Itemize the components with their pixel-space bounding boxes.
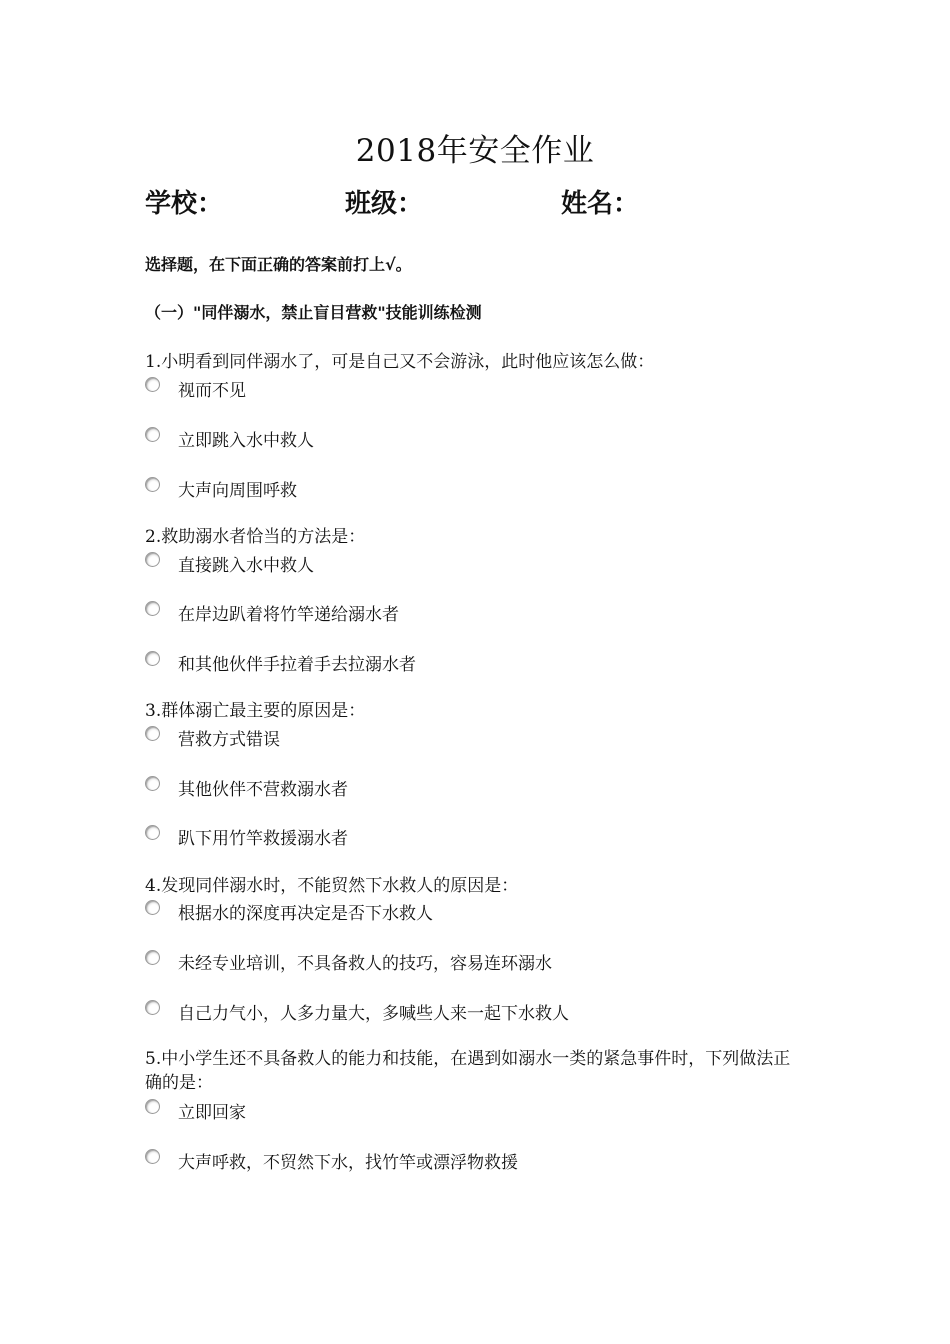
student-info-row <box>0 182 950 226</box>
question-2-option-2[interactable] <box>145 601 845 631</box>
question-4-option-3[interactable] <box>145 1000 845 1030</box>
radio-button[interactable] <box>145 825 160 840</box>
radio-button[interactable] <box>145 601 160 616</box>
option-label: 直接跳入水中救人 <box>178 556 314 576</box>
option-label: 立即跳入水中救人 <box>178 431 314 451</box>
question-4-option-1[interactable] <box>145 900 845 930</box>
question-5-option-2[interactable] <box>145 1149 845 1179</box>
question-3-option-1[interactable] <box>145 726 845 756</box>
radio-button[interactable] <box>145 726 160 741</box>
radio-button[interactable] <box>145 950 160 965</box>
radio-button[interactable] <box>145 427 160 442</box>
radio-button[interactable] <box>145 1099 160 1114</box>
radio-button[interactable] <box>145 776 160 791</box>
question-1-option-2[interactable] <box>145 427 845 457</box>
option-label: 根据水的深度再决定是否下水救人 <box>178 904 433 924</box>
option-label: 和其他伙伴手拉着手去拉溺水者 <box>178 655 416 675</box>
name-label: 姓名： <box>561 189 640 219</box>
option-label: 自己力气小，人多力量大，多喊些人来一起下水救人 <box>178 1004 569 1024</box>
question-1-option-1[interactable] <box>145 377 845 407</box>
question-3-option-3[interactable] <box>145 825 845 855</box>
question-3-text: 3.群体溺亡最主要的原因是： <box>145 701 366 721</box>
radio-button[interactable] <box>145 1149 160 1164</box>
page-title: 2018年安全作业 <box>355 133 595 169</box>
radio-button[interactable] <box>145 651 160 666</box>
radio-button[interactable] <box>145 900 160 915</box>
radio-button[interactable] <box>145 377 160 392</box>
option-label: 在岸边趴着将竹竿递给溺水者 <box>178 605 399 625</box>
class-label: 班级： <box>345 189 424 219</box>
question-3-option-2[interactable] <box>145 776 845 806</box>
question-1-text: 1.小明看到同伴溺水了，可是自己又不会游泳，此时他应该怎么做： <box>145 352 655 372</box>
option-label: 未经专业培训，不具备救人的技巧，容易连环溺水 <box>178 954 552 974</box>
radio-button[interactable] <box>145 1000 160 1015</box>
option-label: 大声向周围呼救 <box>178 481 297 501</box>
question-2-option-3[interactable] <box>145 651 845 681</box>
question-5-text: 5.中小学生还不具备救人的能力和技能，在遇到如溺水一类的紧急事件时，下列做法正确的是： <box>145 1049 791 1093</box>
option-label: 其他伙伴不营救溺水者 <box>178 780 348 800</box>
option-label: 立即回家 <box>178 1103 246 1123</box>
question-4-option-2[interactable] <box>145 950 845 980</box>
question-4-text: 4.发现同伴溺水时，不能贸然下水救人的原因是： <box>145 876 519 896</box>
section-heading: （一）"同伴溺水，禁止盲目营救"技能训练检测 <box>145 303 482 322</box>
radio-button[interactable] <box>145 552 160 567</box>
question-1-option-3[interactable] <box>145 477 845 507</box>
option-label: 趴下用竹竿救援溺水者 <box>178 829 348 849</box>
option-label: 视而不见 <box>178 381 246 401</box>
question-2-text: 2.救助溺水者恰当的方法是： <box>145 527 366 547</box>
question-5-option-1[interactable] <box>145 1099 845 1129</box>
option-label: 营救方式错误 <box>178 730 280 750</box>
radio-button[interactable] <box>145 477 160 492</box>
instruction-text: 选择题，在下面正确的答案前打上√。 <box>145 255 412 274</box>
question-2-option-1[interactable] <box>145 552 845 582</box>
option-label: 大声呼救，不贸然下水，找竹竿或漂浮物救援 <box>178 1153 518 1173</box>
school-label: 学校： <box>145 189 224 219</box>
